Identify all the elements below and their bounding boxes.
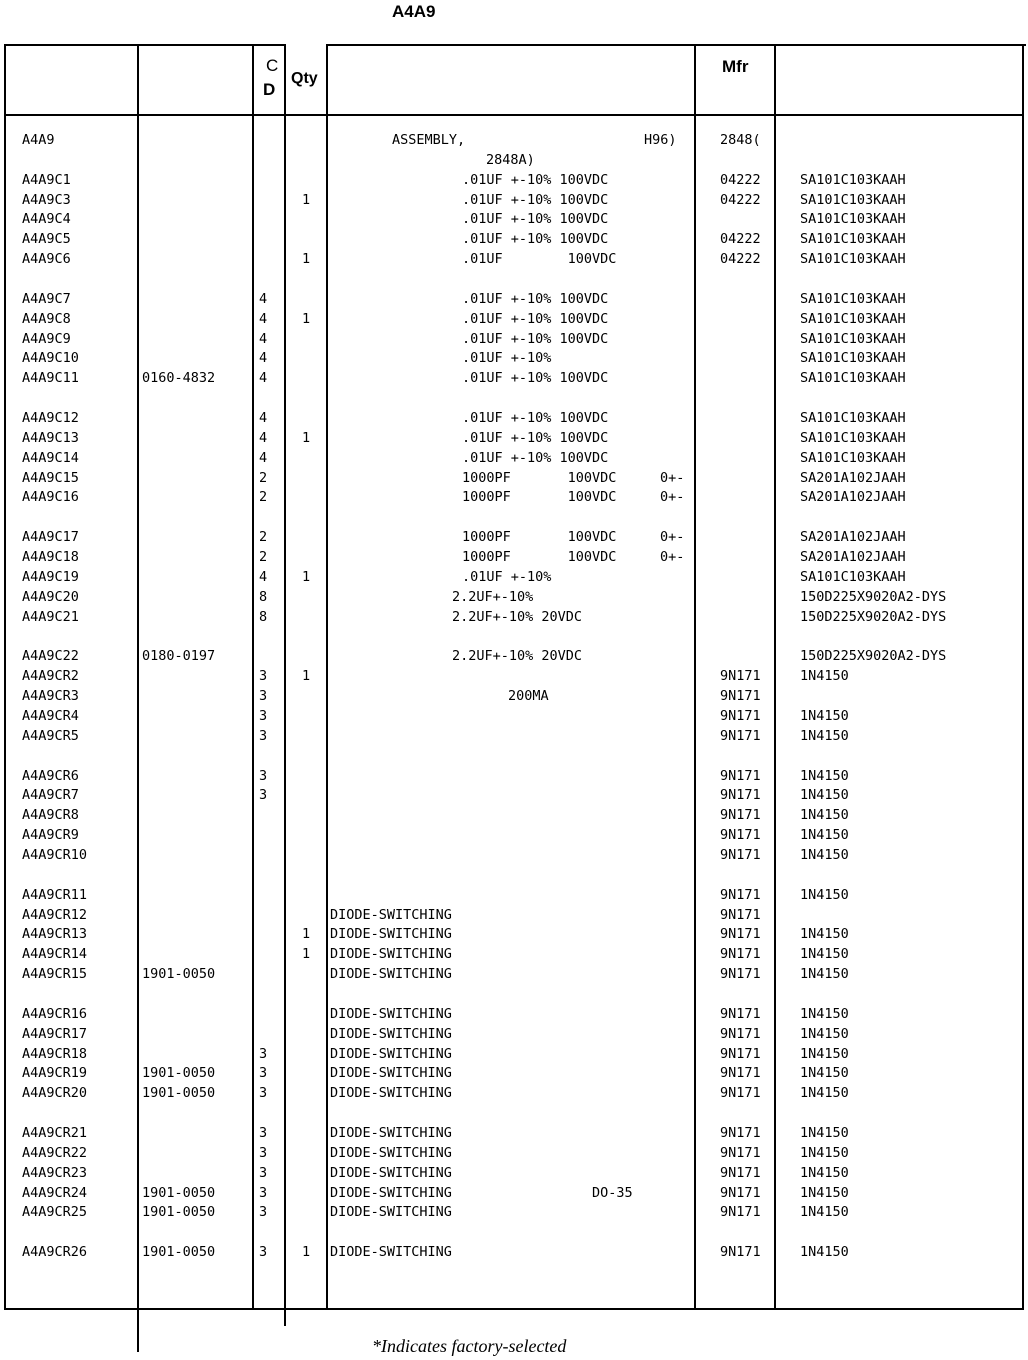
mfr-code: 9N171 (720, 787, 761, 804)
mfr-code: 9N171 (720, 767, 761, 784)
mfr-code: 9N171 (720, 668, 761, 685)
description: DIODE-SWITCHING (330, 1045, 452, 1062)
description: .01UF 100VDC (462, 251, 617, 268)
page-title: A4A9 (392, 2, 436, 21)
ref-designator: A4A9C21 (22, 608, 79, 625)
ref-designator: A4A9C10 (22, 350, 79, 367)
description: DIODE-SWITCHING (330, 1005, 452, 1022)
ref-designator: A4A9C7 (22, 290, 71, 307)
mfr-part-number: 150D225X9020A2-DYS (800, 648, 947, 665)
quantity: 1 (302, 191, 311, 208)
description: DIODE-SWITCHING (330, 1125, 452, 1141)
check-digit: 3 (259, 668, 268, 685)
ref-designator: A4A9C17 (22, 529, 79, 546)
mfr-part-number: 1N4150 (800, 668, 849, 685)
ref-designator: A4A9CR2 (22, 668, 79, 685)
col-divider-mfr (694, 44, 696, 1310)
mfr-part-number: SA201A102JAAH (800, 469, 906, 486)
check-digit: 2 (259, 489, 268, 506)
description: .01UF +-10% 100VDC (462, 429, 609, 446)
ref-designator: A4A9CR5 (22, 727, 79, 744)
ref-designator: A4A9C16 (22, 489, 79, 506)
ref-designator: A4A9CR21 (22, 1125, 88, 1141)
description: DIODE-SWITCHING (330, 1204, 452, 1221)
description: DIODE-SWITCHING (330, 1244, 452, 1261)
col-divider-cd (252, 44, 254, 1310)
mfr-part-number: 1N4150 (800, 827, 849, 844)
check-digit: 3 (259, 1184, 268, 1201)
ref-designator: A4A9CR6 (22, 767, 79, 784)
ref-designator: A4A9CR20 (22, 1085, 88, 1102)
ref-designator: A4A9CR10 (22, 846, 88, 863)
col-divider-part (137, 44, 139, 1352)
description: 2.2UF+-10% (452, 588, 534, 605)
check-digit: 4 (259, 568, 268, 585)
mfr-part-number: 1N4150 (800, 946, 849, 963)
check-digit: 4 (259, 310, 268, 327)
ref-designator: A4A9C8 (22, 310, 71, 327)
description: DIODE-SWITCHING (330, 1144, 452, 1161)
description: .01UF +-10% 100VDC (462, 171, 609, 188)
quantity: 1 (302, 946, 311, 963)
mfr-part-number: 150D225X9020A2-DYS (800, 588, 947, 605)
mfr-code: 9N171 (720, 1045, 761, 1062)
table-bottom-border (4, 1308, 1024, 1310)
header-cd-top: C (266, 56, 279, 75)
quantity: 1 (302, 310, 311, 327)
mfr-code: 9N171 (720, 1144, 761, 1161)
check-digit: 4 (259, 449, 268, 466)
ref-designator: A4A9C4 (22, 211, 71, 228)
mfr-code: 2848( (720, 132, 761, 148)
description: DIODE-SWITCHING (330, 926, 452, 943)
mfr-part-number: SA201A102JAAH (800, 489, 906, 506)
check-digit: 8 (259, 608, 268, 625)
ref-designator: A4A9C14 (22, 449, 79, 466)
mfr-code: 9N171 (720, 1125, 761, 1141)
quantity: 1 (302, 926, 311, 943)
check-digit: 3 (259, 787, 268, 804)
check-digit: 3 (259, 1125, 268, 1141)
mfr-part-number: 150D225X9020A2-DYS (800, 608, 947, 625)
mfr-code: 9N171 (720, 946, 761, 963)
mfr-part-number: 1N4150 (800, 1025, 849, 1042)
description: DIODE-SWITCHING (330, 1085, 452, 1102)
description: .01UF +-10% (462, 350, 552, 367)
part-number: 1901-0050 (142, 1184, 216, 1201)
description: .01UF +-10% 100VDC (462, 410, 609, 427)
ref-designator: A4A9C9 (22, 330, 71, 347)
mfr-code: 9N171 (720, 1184, 761, 1201)
check-digit: 3 (259, 688, 268, 705)
part-number: 1901-0050 (142, 1085, 216, 1102)
quantity: 1 (302, 568, 311, 585)
mfr-part-number: SA101C103KAAH (800, 211, 906, 228)
mfr-part-number: SA201A102JAAH (800, 549, 906, 566)
mfr-part-number: SA101C103KAAH (800, 290, 906, 307)
ref-designator: A4A9CR19 (22, 1065, 88, 1082)
ref-designator: A4A9CR18 (22, 1045, 88, 1062)
ref-designator: A4A9C5 (22, 231, 71, 248)
check-digit: 4 (259, 370, 268, 387)
description: DIODE-SWITCHING (330, 946, 452, 963)
mfr-part-number: 1N4150 (800, 1005, 849, 1022)
ref-designator: A4A9CR23 (22, 1164, 88, 1181)
description-note: 0+- (660, 529, 685, 546)
footer-note: *Indicates factory-selected (372, 1336, 567, 1356)
ref-designator: A4A9CR4 (22, 707, 79, 724)
description-note: 0+- (660, 489, 685, 506)
part-number: 0160-4832 (142, 370, 216, 387)
col-divider-desc (326, 44, 328, 1310)
ref-designator: A4A9C6 (22, 251, 71, 268)
description: .01UF +-10% 100VDC (462, 211, 609, 228)
check-digit: 4 (259, 410, 268, 427)
part-number: 1901-0050 (142, 966, 216, 983)
mfr-code: 9N171 (720, 1065, 761, 1082)
description: DIODE-SWITCHING (330, 1164, 452, 1181)
mfr-part-number: SA101C103KAAH (800, 449, 906, 466)
quantity: 1 (302, 668, 311, 685)
mfr-code: 9N171 (720, 1164, 761, 1181)
description-note: 0+- (660, 549, 685, 566)
mfr-part-number: SA101C103KAAH (800, 330, 906, 347)
table-top-right-border (328, 44, 1026, 46)
description: DIODE-SWITCHING (330, 966, 452, 983)
mfr-part-number: 1N4150 (800, 1244, 849, 1261)
mfr-code: 04222 (720, 251, 761, 268)
mfr-part-number: 1N4150 (800, 1204, 849, 1221)
ref-designator: A4A9CR17 (22, 1025, 88, 1042)
mfr-part-number: 1N4150 (800, 846, 849, 863)
ref-designator: A4A9CR13 (22, 926, 88, 943)
mfr-code: 04222 (720, 231, 761, 248)
check-digit: 4 (259, 429, 268, 446)
mfr-code: 9N171 (720, 727, 761, 744)
header-bottom-border (4, 114, 1024, 116)
description-note: H96) (644, 132, 677, 148)
description: .01UF +-10% 100VDC (462, 290, 609, 307)
mfr-code: 9N171 (720, 1085, 761, 1102)
part-number: 0180-0197 (142, 648, 216, 665)
ref-designator: A4A9C19 (22, 568, 79, 585)
ref-designator: A4A9C20 (22, 588, 79, 605)
ref-designator: A4A9C3 (22, 191, 71, 208)
description: DIODE-SWITCHING (330, 1065, 452, 1082)
mfr-part-number: SA101C103KAAH (800, 568, 906, 585)
mfr-part-number: SA101C103KAAH (800, 310, 906, 327)
ref-designator: A4A9C11 (22, 370, 79, 387)
ref-designator: A4A9CR16 (22, 1005, 88, 1022)
mfr-part-number: 1N4150 (800, 787, 849, 804)
check-digit: 4 (259, 350, 268, 367)
description: 200MA (508, 688, 549, 705)
col-divider-qty (284, 44, 286, 1326)
description: 1000PF 100VDC (462, 529, 617, 546)
mfr-part-number: 1N4150 (800, 727, 849, 744)
mfr-part-number: 1N4150 (800, 1144, 849, 1161)
check-digit: 2 (259, 529, 268, 546)
mfr-part-number: 1N4150 (800, 807, 849, 824)
description: 2.2UF+-10% 20VDC (452, 608, 583, 625)
ref-designator: A4A9C18 (22, 549, 79, 566)
check-digit: 3 (259, 727, 268, 744)
mfr-part-number: SA101C103KAAH (800, 191, 906, 208)
col-divider-right (1022, 44, 1024, 1310)
mfr-code: 04222 (720, 171, 761, 188)
description: ASSEMBLY, (392, 132, 466, 148)
description: .01UF +-10% 100VDC (462, 310, 609, 327)
ref-designator: A4A9CR8 (22, 807, 79, 824)
mfr-code: 9N171 (720, 827, 761, 844)
mfr-part-number: SA101C103KAAH (800, 429, 906, 446)
description: .01UF +-10% 100VDC (462, 330, 609, 347)
mfr-part-number: SA101C103KAAH (800, 370, 906, 387)
quantity: 1 (302, 251, 311, 268)
description: DIODE-SWITCHING (330, 1184, 452, 1201)
table-top-left-border (4, 44, 286, 46)
mfr-part-number: 1N4150 (800, 966, 849, 983)
ref-designator: A4A9CR15 (22, 966, 88, 983)
check-digit: 4 (259, 330, 268, 347)
quantity: 1 (302, 1244, 311, 1261)
mfr-part-number: 1N4150 (800, 1125, 849, 1141)
mfr-part-number: SA201A102JAAH (800, 529, 906, 546)
mfr-code: 9N171 (720, 1025, 761, 1042)
mfr-part-number: 1N4150 (800, 926, 849, 943)
ref-designator: A4A9CR9 (22, 827, 79, 844)
mfr-part-number: 1N4150 (800, 1085, 849, 1102)
description: DIODE-SWITCHING (330, 1025, 452, 1042)
mfr-code: 04222 (720, 191, 761, 208)
ref-designator: A4A9C22 (22, 648, 79, 665)
check-digit: 3 (259, 1204, 268, 1221)
description: 1000PF 100VDC (462, 489, 617, 506)
mfr-code: 9N171 (720, 1204, 761, 1221)
mfr-code: 9N171 (720, 846, 761, 863)
mfr-code: 9N171 (720, 1244, 761, 1261)
mfr-part-number: 1N4150 (800, 707, 849, 724)
part-number: 1901-0050 (142, 1065, 216, 1082)
mfr-part-number: 1N4150 (800, 1164, 849, 1181)
mfr-code: 9N171 (720, 688, 761, 705)
check-digit: 3 (259, 767, 268, 784)
mfr-part-number: SA101C103KAAH (800, 410, 906, 427)
mfr-part-number: 1N4150 (800, 886, 849, 903)
description-note: 0+- (660, 469, 685, 486)
mfr-part-number: SA101C103KAAH (800, 251, 906, 268)
mfr-code: 9N171 (720, 966, 761, 983)
description: DIODE-SWITCHING (330, 906, 452, 923)
mfr-code: 9N171 (720, 906, 761, 923)
mfr-part-number: 1N4150 (800, 1045, 849, 1062)
description: .01UF +-10% 100VDC (462, 449, 609, 466)
ref-designator: A4A9C1 (22, 171, 71, 188)
mfr-part-number: 1N4150 (800, 1184, 849, 1201)
part-number: 1901-0050 (142, 1244, 216, 1261)
description-note: DO-35 (592, 1184, 633, 1201)
col-divider-left (4, 44, 6, 1310)
ref-designator: A4A9CR11 (22, 886, 88, 903)
header-mfr: Mfr (722, 57, 749, 76)
description: .01UF +-10% 100VDC (462, 191, 609, 208)
check-digit: 3 (259, 1085, 268, 1102)
check-digit: 3 (259, 1045, 268, 1062)
check-digit: 3 (259, 707, 268, 724)
mfr-part-number: 1N4150 (800, 1065, 849, 1082)
check-digit: 4 (259, 290, 268, 307)
ref-designator: A4A9CR7 (22, 787, 79, 804)
check-digit: 2 (259, 549, 268, 566)
mfr-code: 9N171 (720, 807, 761, 824)
check-digit: 3 (259, 1244, 268, 1261)
description: 2848A) (486, 151, 535, 168)
ref-designator: A4A9C12 (22, 410, 79, 427)
quantity: 1 (302, 429, 311, 446)
col-divider-mfr-part (774, 44, 776, 1310)
check-digit: 3 (259, 1144, 268, 1161)
check-digit: 8 (259, 588, 268, 605)
ref-designator: A4A9CR24 (22, 1184, 88, 1201)
check-digit: 3 (259, 1065, 268, 1082)
description: 1000PF 100VDC (462, 549, 617, 566)
description: 2.2UF+-10% 20VDC (452, 648, 583, 665)
description: .01UF +-10% (462, 568, 552, 585)
header-cd-bottom: D (263, 80, 276, 99)
ref-designator: A4A9CR22 (22, 1144, 88, 1161)
mfr-part-number: 1N4150 (800, 767, 849, 784)
ref-designator: A4A9CR26 (22, 1244, 88, 1261)
ref-designator: A4A9CR14 (22, 946, 88, 963)
mfr-code: 9N171 (720, 886, 761, 903)
description: .01UF +-10% 100VDC (462, 370, 609, 387)
ref-designator: A4A9CR25 (22, 1204, 88, 1221)
mfr-part-number: SA101C103KAAH (800, 231, 906, 248)
description: .01UF +-10% 100VDC (462, 231, 609, 248)
mfr-code: 9N171 (720, 926, 761, 943)
mfr-part-number: SA101C103KAAH (800, 171, 906, 188)
ref-designator: A4A9C15 (22, 469, 79, 486)
ref-designator: A4A9CR12 (22, 906, 88, 923)
header-qty: Qty (291, 70, 318, 87)
check-digit: 2 (259, 469, 268, 486)
check-digit: 3 (259, 1164, 268, 1181)
ref-designator: A4A9 (22, 132, 55, 148)
description: 1000PF 100VDC (462, 469, 617, 486)
part-number: 1901-0050 (142, 1204, 216, 1221)
mfr-code: 9N171 (720, 1005, 761, 1022)
ref-designator: A4A9CR3 (22, 688, 79, 705)
mfr-code: 9N171 (720, 707, 761, 724)
ref-designator: A4A9C13 (22, 429, 79, 446)
mfr-part-number: SA101C103KAAH (800, 350, 906, 367)
